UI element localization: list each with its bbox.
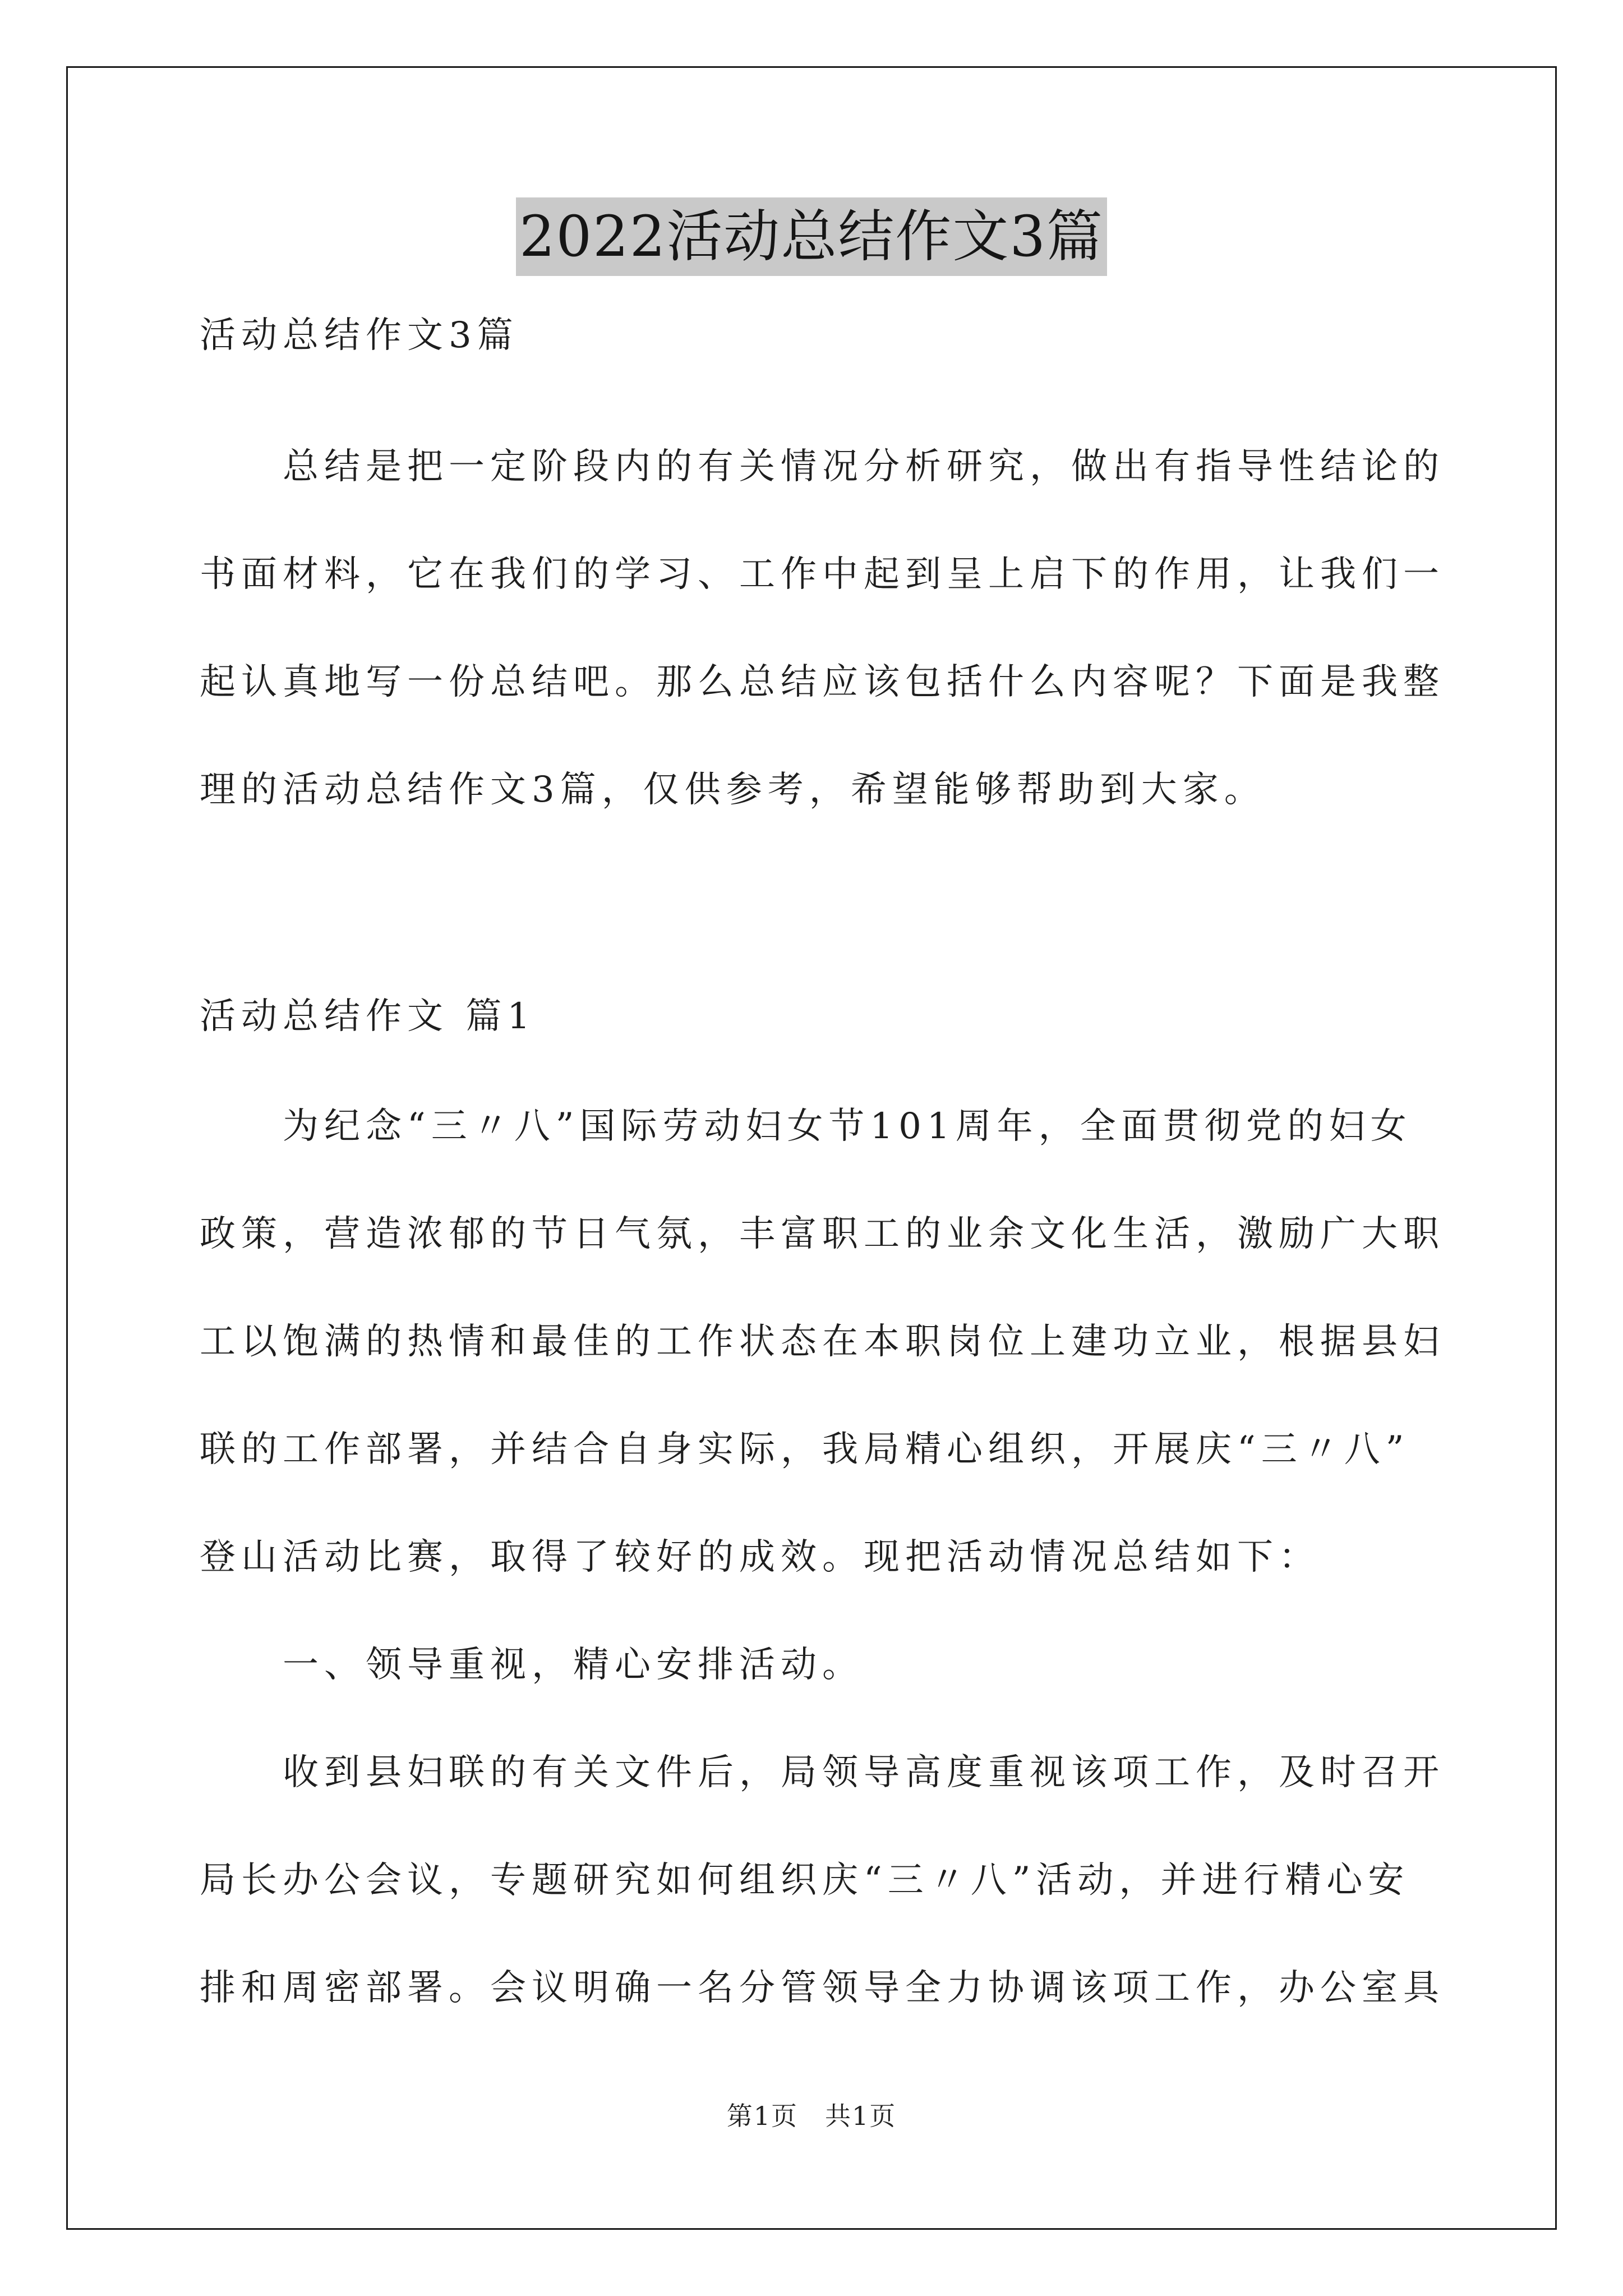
section-line: 局长办公会议，专题研究如何组织庆“三〃八”活动，并进行精心安	[200, 1860, 1410, 1901]
document-title: 2022活动总结作文3篇	[516, 197, 1107, 276]
document-subtitle: 活动总结作文3篇	[200, 315, 519, 356]
intro-line: 理的活动总结作文3篇，仅供参考，希望能够帮助到大家。	[200, 769, 1266, 811]
section-line: 为纪念“三〃八”国际劳动妇女节101周年，全面贯彻党的妇女	[200, 1106, 1412, 1147]
page-footer	[0, 2096, 1623, 2133]
section-line: 一、领导重视，精心安排活动。	[200, 1644, 864, 1686]
section-line: 收到县妇联的有关文件后，局领导高度重视该项工作，及时召开	[200, 1752, 1445, 1793]
section-heading: 活动总结作文 篇1	[200, 996, 536, 1037]
page-number: 第1页	[726, 2101, 798, 2131]
section-line: 联的工作部署，并结合自身实际，我局精心组织，开展庆“三〃八”	[200, 1429, 1410, 1470]
intro-line: 起认真地写一份总结吧。那么总结应该包括什么内容呢？下面是我整	[200, 661, 1445, 703]
section-line: 政策，营造浓郁的节日气氛，丰富职工的业余文化生活，激励广大职	[200, 1213, 1445, 1255]
section-line: 登山活动比赛，取得了较好的成效。现把活动情况总结如下：	[200, 1536, 1320, 1578]
section-line: 排和周密部署。会议明确一名分管领导全力协调该项工作，办公室具	[200, 1967, 1445, 2009]
intro-line: 总结是把一定阶段内的有关情况分析研究，做出有指导性结论的	[200, 446, 1445, 487]
intro-line: 书面材料，它在我们的学习、工作中起到呈上启下的作用，让我们一	[200, 554, 1445, 595]
section-line: 工以饱满的热情和最佳的工作状态在本职岗位上建功立业，根据县妇	[200, 1321, 1445, 1363]
page-border	[66, 66, 1557, 2230]
title-container	[0, 197, 1623, 276]
total-pages: 共1页	[825, 2101, 897, 2131]
